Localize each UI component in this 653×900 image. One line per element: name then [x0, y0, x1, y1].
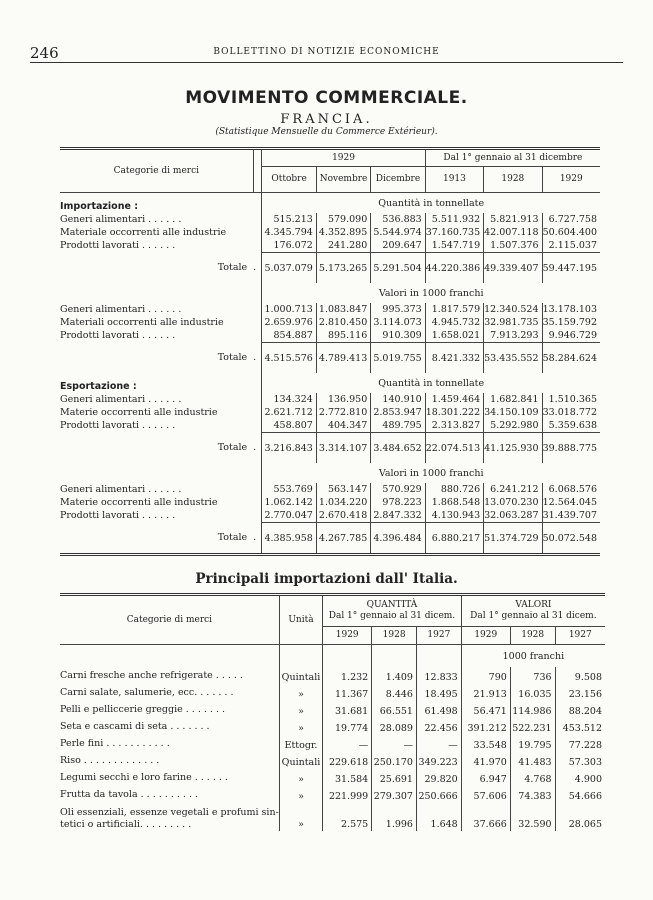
- group-since-header: Dal 1° gennaio al 31 dicembre: [425, 149, 600, 167]
- cell-value: 136.950: [316, 393, 370, 406]
- quantity-value: 1.648: [416, 803, 461, 831]
- total-row: [60, 433, 600, 464]
- year-header: 1929: [461, 627, 510, 645]
- month-header: Ottobre: [262, 167, 316, 193]
- quantity-value: 22.456: [416, 718, 461, 735]
- table-row: [60, 483, 600, 496]
- quantity-value: 29.820: [416, 769, 461, 786]
- unit-row: [60, 463, 600, 483]
- row-label: Prodotti lavorati . . . . . .: [60, 420, 176, 432]
- cell-value: 5.544.974: [371, 226, 425, 239]
- value-cell: 19.795: [510, 735, 555, 752]
- cell-value: 12.340.524: [484, 303, 542, 316]
- table-row: [60, 393, 600, 406]
- cell-value: 1.034.220: [316, 496, 370, 509]
- row-label: Pelli e pelliccerie greggie . . . . . . .: [60, 704, 226, 715]
- section-title: MOVIMENTO COMMERCIALE.: [185, 88, 468, 108]
- spacer: [416, 645, 461, 668]
- group-1929-header: 1929: [262, 149, 425, 167]
- value-cell: 4.768: [510, 769, 555, 786]
- table-row: [60, 329, 600, 343]
- cell-value: 2.115.037: [542, 239, 600, 253]
- total-value: 41.125.930: [484, 433, 542, 464]
- cell-value: 176.072: [262, 239, 316, 253]
- spacer: [253, 463, 262, 483]
- page-number: 246: [30, 44, 59, 62]
- cell-value: 140.910: [371, 393, 425, 406]
- row-label: Frutta da tavola . . . . . . . . . .: [60, 789, 199, 800]
- cell-value: 2.770.047: [262, 509, 316, 523]
- table-row: [60, 303, 600, 316]
- row-label: Carni fresche anche refrigerate . . . . .: [60, 670, 243, 681]
- cell-value: 4.130.943: [425, 509, 483, 523]
- cell-value: 6.068.576: [542, 483, 600, 496]
- total-value: 39.888.775: [542, 433, 600, 464]
- table-row: [60, 316, 600, 329]
- cell-value: 536.883: [371, 213, 425, 226]
- value-cell: 28.065: [555, 803, 605, 831]
- year-header: 1927: [416, 627, 461, 645]
- total-value: 8.421.332: [425, 343, 483, 374]
- cell-value: 2.670.418: [316, 509, 370, 523]
- value-cell: 56.471: [461, 701, 510, 718]
- table-row: [60, 735, 605, 752]
- spacer: .: [253, 352, 257, 364]
- quantity-value: —: [416, 735, 461, 752]
- year-header: 1913: [425, 167, 483, 193]
- cell-value: 1.547.719: [425, 239, 483, 253]
- total-value: 58.284.624: [542, 343, 600, 374]
- spacer: [253, 373, 262, 393]
- value-cell: 41.483: [510, 752, 555, 769]
- table-row: [60, 509, 600, 523]
- france-trade-table: [60, 147, 600, 556]
- table-row: [60, 213, 600, 226]
- unit-row: [60, 283, 600, 303]
- cell-value: 12.564.045: [542, 496, 600, 509]
- cell-value: 1.507.376: [484, 239, 542, 253]
- total-label: Totale: [217, 532, 248, 544]
- quantity-value: 31.681: [323, 701, 372, 718]
- cell-value: 5.292.980: [484, 419, 542, 433]
- row-label: Riso . . . . . . . . . . . . .: [60, 755, 160, 766]
- table-row: [60, 701, 605, 718]
- spacer: [253, 193, 262, 214]
- unit-cell: »: [279, 786, 322, 803]
- row-label-line: Oli essenziali, essenze vegetali e profumi sin-: [60, 807, 279, 818]
- year-header: 1929: [542, 167, 600, 193]
- row-label: Seta e cascami di seta . . . . . . .: [60, 721, 210, 732]
- cell-value: 4.345.794: [262, 226, 316, 239]
- spacer: [279, 645, 322, 668]
- total-value: 22.074.513: [425, 433, 483, 464]
- section-heading: Importazione :: [60, 201, 139, 212]
- cell-value: 9.946.729: [542, 329, 600, 343]
- total-label: Totale: [217, 352, 248, 364]
- cell-value: 489.795: [371, 419, 425, 433]
- spacer: [60, 645, 279, 668]
- unit-label: Quantità in tonnellate: [262, 373, 600, 393]
- cell-value: 33.018.772: [542, 406, 600, 419]
- quantity-value: 229.618: [323, 752, 372, 769]
- quantity-value: 66.551: [372, 701, 417, 718]
- unit-row: [60, 193, 600, 214]
- value-cell: 37.666: [461, 803, 510, 831]
- spacer: .: [253, 532, 257, 544]
- value-cell: 57.606: [461, 786, 510, 803]
- cell-value: 241.280: [316, 239, 370, 253]
- cell-value: 978.223: [371, 496, 425, 509]
- quantity-value: 11.367: [323, 684, 372, 701]
- quantity-value: 2.575: [323, 803, 372, 831]
- cell-value: 2.659.976: [262, 316, 316, 329]
- country-title: FRANCIA.: [280, 112, 373, 127]
- total-value: 4.267.785: [316, 523, 370, 555]
- quantity-value: 1.996: [372, 803, 417, 831]
- unit-cell: »: [279, 701, 322, 718]
- cell-value: 31.439.707: [542, 509, 600, 523]
- table-row: [60, 496, 600, 509]
- section-heading: [60, 283, 253, 303]
- total-value: 5.037.079: [262, 253, 316, 284]
- cell-value: 1.868.548: [425, 496, 483, 509]
- unit-cell: Quintali: [279, 752, 322, 769]
- cell-value: 2.313.827: [425, 419, 483, 433]
- unit-cell: »: [279, 718, 322, 735]
- total-value: 4.396.484: [371, 523, 425, 555]
- col-category-header: Categorie di merci: [60, 149, 253, 193]
- cell-value: 1.083.847: [316, 303, 370, 316]
- year-header: 1928: [372, 627, 417, 645]
- cell-value: 2.621.712: [262, 406, 316, 419]
- total-row: [60, 523, 600, 555]
- value-cell: 453.512: [555, 718, 605, 735]
- table-row: [60, 226, 600, 239]
- value-cell: 522.231: [510, 718, 555, 735]
- source-note: (Statistique Mensuelle du Commerce Extérieur).: [215, 127, 438, 137]
- cell-value: 570.929: [371, 483, 425, 496]
- total-value: 59.447.195: [542, 253, 600, 284]
- spacer: [253, 496, 262, 509]
- cell-value: 1.817.579: [425, 303, 483, 316]
- quantity-value: 61.498: [416, 701, 461, 718]
- value-cell: 77.228: [555, 735, 605, 752]
- spacer: [253, 303, 262, 316]
- unit-cell: Ettogr.: [279, 735, 322, 752]
- section-heading: [60, 463, 253, 483]
- total-label: Totale: [217, 442, 248, 454]
- values-header: VALORI: [515, 600, 552, 610]
- cell-value: 6.241.212: [484, 483, 542, 496]
- month-header: Dicembre: [371, 167, 425, 193]
- cell-value: 5.511.932: [425, 213, 483, 226]
- cell-value: 1.000.713: [262, 303, 316, 316]
- unit-row: [60, 645, 605, 668]
- cell-value: 1.682.841: [484, 393, 542, 406]
- cell-value: 553.769: [262, 483, 316, 496]
- row-label: Prodotti lavorati . . . . . .: [60, 510, 176, 522]
- table-row: [60, 419, 600, 433]
- row-label: Legumi secchi e loro farine . . . . . .: [60, 772, 228, 783]
- table-row: [60, 769, 605, 786]
- table-row: [60, 406, 600, 419]
- total-value: 51.374.729: [484, 523, 542, 555]
- cell-value: 1.658.021: [425, 329, 483, 343]
- value-cell: 57.303: [555, 752, 605, 769]
- row-label: [60, 803, 279, 831]
- values-since: Dal 1° gennaio al 31 dicem.: [470, 611, 597, 621]
- col-unit-header: Unità: [279, 595, 322, 645]
- cell-value: 32.981.735: [484, 316, 542, 329]
- unit-label: Quantità in tonnellate: [262, 193, 600, 214]
- cell-value: 854.887: [262, 329, 316, 343]
- table-row: [60, 718, 605, 735]
- cell-value: 5.359.638: [542, 419, 600, 433]
- quantity-value: 1.409: [372, 667, 417, 684]
- year-header: 1928: [484, 167, 542, 193]
- cell-value: 3.114.073: [371, 316, 425, 329]
- row-label: Perle fini . . . . . . . . . . .: [60, 738, 170, 749]
- quantity-header: QUANTITÀ: [366, 600, 418, 610]
- quantity-value: 279.307: [372, 786, 417, 803]
- total-value: 53.435.552: [484, 343, 542, 374]
- spacer: [253, 316, 262, 329]
- year-header: 1929: [323, 627, 372, 645]
- value-cell: 790: [461, 667, 510, 684]
- row-label: Materie occorrenti alle industrie: [60, 407, 218, 418]
- unit-cell: Quintali: [279, 667, 322, 684]
- spacer: [253, 329, 262, 343]
- cell-value: 1.062.142: [262, 496, 316, 509]
- cell-value: 134.324: [262, 393, 316, 406]
- table-row: [60, 684, 605, 701]
- cell-value: 209.647: [371, 239, 425, 253]
- row-label: Generi alimentari . . . . . .: [60, 484, 182, 495]
- value-cell: 88.204: [555, 701, 605, 718]
- unit-row: [60, 373, 600, 393]
- row-label: Prodotti lavorati . . . . . .: [60, 330, 176, 342]
- cell-value: 13.178.103: [542, 303, 600, 316]
- quantity-value: 8.446: [372, 684, 417, 701]
- spacer: [253, 509, 262, 523]
- spacer: [372, 645, 417, 668]
- unit-cell: »: [279, 684, 322, 701]
- row-label: Materiali occorrenti alle industrie: [60, 317, 224, 328]
- italy-imports-table: [60, 593, 605, 831]
- unit-label: Valori in 1000 franchi: [262, 283, 600, 303]
- row-label: Materie occorrenti alle industrie: [60, 497, 218, 508]
- cell-value: 2.810.450: [316, 316, 370, 329]
- quantity-since: Dal 1° gennaio al 31 dicem.: [328, 611, 456, 621]
- total-value: 50.072.548: [542, 523, 600, 555]
- row-label-line: tetici o artificiali. . . . . . . . .: [60, 819, 192, 830]
- cell-value: 37.160.735: [425, 226, 483, 239]
- total-value: 4.789.413: [316, 343, 370, 374]
- value-cell: 9.508: [555, 667, 605, 684]
- total-label: Totale: [217, 262, 248, 274]
- cell-value: 4.352.895: [316, 226, 370, 239]
- row-label: Materiale occorrenti alle industrie: [60, 227, 227, 238]
- table-row: [60, 803, 605, 831]
- table-row: [60, 752, 605, 769]
- value-cell: 74.383: [510, 786, 555, 803]
- spacer: [253, 226, 262, 239]
- row-label: Prodotti lavorati . . . . . .: [60, 240, 176, 252]
- quantity-value: 250.170: [372, 752, 417, 769]
- total-value: 4.515.576: [262, 343, 316, 374]
- total-value: 3.216.843: [262, 433, 316, 464]
- total-value: 49.339.407: [484, 253, 542, 284]
- row-label: Carni salate, salumerie, ecc. . . . . . .: [60, 687, 234, 698]
- unit-label: Valori in 1000 franchi: [262, 463, 600, 483]
- quantity-value: 349.223: [416, 752, 461, 769]
- value-cell: 114.986: [510, 701, 555, 718]
- value-cell: 6.947: [461, 769, 510, 786]
- unit-cell: »: [279, 769, 322, 786]
- spacer: .: [253, 442, 257, 454]
- col-category-header: Categorie di merci: [60, 595, 279, 645]
- italy-imports-title: Principali importazioni dall' Italia.: [195, 571, 458, 587]
- spacer: [253, 213, 262, 226]
- cell-value: 880.726: [425, 483, 483, 496]
- spacer: [253, 483, 262, 496]
- quantity-value: 250.666: [416, 786, 461, 803]
- cell-value: 995.373: [371, 303, 425, 316]
- spacer: [253, 406, 262, 419]
- total-value: 44.220.386: [425, 253, 483, 284]
- quantity-value: 221.999: [323, 786, 372, 803]
- spacer: [253, 239, 262, 253]
- total-value: 4.385.958: [262, 523, 316, 555]
- total-row: [60, 343, 600, 374]
- cell-value: 50.604.400: [542, 226, 600, 239]
- cell-value: 7.913.293: [484, 329, 542, 343]
- cell-value: 458.807: [262, 419, 316, 433]
- cell-value: 2.847.332: [371, 509, 425, 523]
- section-heading: Esportazione :: [60, 381, 137, 392]
- value-cell: 736: [510, 667, 555, 684]
- total-value: 5.291.504: [371, 253, 425, 284]
- cell-value: 2.772.810: [316, 406, 370, 419]
- cell-value: 563.147: [316, 483, 370, 496]
- quantity-value: 25.691: [372, 769, 417, 786]
- cell-value: 579.090: [316, 213, 370, 226]
- cell-value: 515.213: [262, 213, 316, 226]
- value-cell: 23.156: [555, 684, 605, 701]
- total-value: 5.019.755: [371, 343, 425, 374]
- value-cell: 33.548: [461, 735, 510, 752]
- cell-value: 2.853.947: [371, 406, 425, 419]
- value-cell: 16.035: [510, 684, 555, 701]
- cell-value: 404.347: [316, 419, 370, 433]
- total-value: 3.484.652: [371, 433, 425, 464]
- value-cell: 4.900: [555, 769, 605, 786]
- quantity-value: 1.232: [323, 667, 372, 684]
- spacer: [253, 283, 262, 303]
- spacer: [323, 645, 372, 668]
- total-row: [60, 253, 600, 284]
- unit-cell: »: [279, 803, 322, 831]
- cell-value: 6.727.758: [542, 213, 600, 226]
- table-row: [60, 667, 605, 684]
- cell-value: 35.159.792: [542, 316, 600, 329]
- values-unit: 1000 franchi: [461, 645, 605, 668]
- value-cell: 391.212: [461, 718, 510, 735]
- cell-value: 32.063.287: [484, 509, 542, 523]
- total-value: 5.173.265: [316, 253, 370, 284]
- row-label: Generi alimentari . . . . . .: [60, 304, 182, 315]
- running-title: BOLLETTINO DI NOTIZIE ECONOMICHE: [213, 47, 440, 57]
- cell-value: 13.070.230: [484, 496, 542, 509]
- spacer: [253, 393, 262, 406]
- cell-value: 1.459.464: [425, 393, 483, 406]
- cell-value: 34.150.109: [484, 406, 542, 419]
- quantity-value: 31.584: [323, 769, 372, 786]
- quantity-value: 12.833: [416, 667, 461, 684]
- total-value: 6.880.217: [425, 523, 483, 555]
- year-header: 1927: [555, 627, 605, 645]
- quantity-value: 28.089: [372, 718, 417, 735]
- value-cell: 21.913: [461, 684, 510, 701]
- cell-value: 18.301.222: [425, 406, 483, 419]
- page-header: [30, 44, 623, 63]
- value-cell: 54.666: [555, 786, 605, 803]
- cell-value: 5.821.913: [484, 213, 542, 226]
- spacer: .: [253, 262, 257, 274]
- table-row: [60, 786, 605, 803]
- year-header: 1928: [510, 627, 555, 645]
- value-cell: 41.970: [461, 752, 510, 769]
- cell-value: 4.945.732: [425, 316, 483, 329]
- cell-value: 1.510.365: [542, 393, 600, 406]
- quantity-value: 18.495: [416, 684, 461, 701]
- cell-value: 895.116: [316, 329, 370, 343]
- cell-value: 42.007.118: [484, 226, 542, 239]
- spacer: [253, 419, 262, 433]
- quantity-value: —: [372, 735, 417, 752]
- quantity-value: —: [323, 735, 372, 752]
- total-value: 3.314.107: [316, 433, 370, 464]
- table-row: [60, 239, 600, 253]
- row-label: Generi alimentari . . . . . .: [60, 394, 182, 405]
- value-cell: 32.590: [510, 803, 555, 831]
- quantity-value: 19.774: [323, 718, 372, 735]
- month-header: Novembre: [316, 167, 370, 193]
- row-label: Generi alimentari . . . . . .: [60, 214, 182, 225]
- cell-value: 910.309: [371, 329, 425, 343]
